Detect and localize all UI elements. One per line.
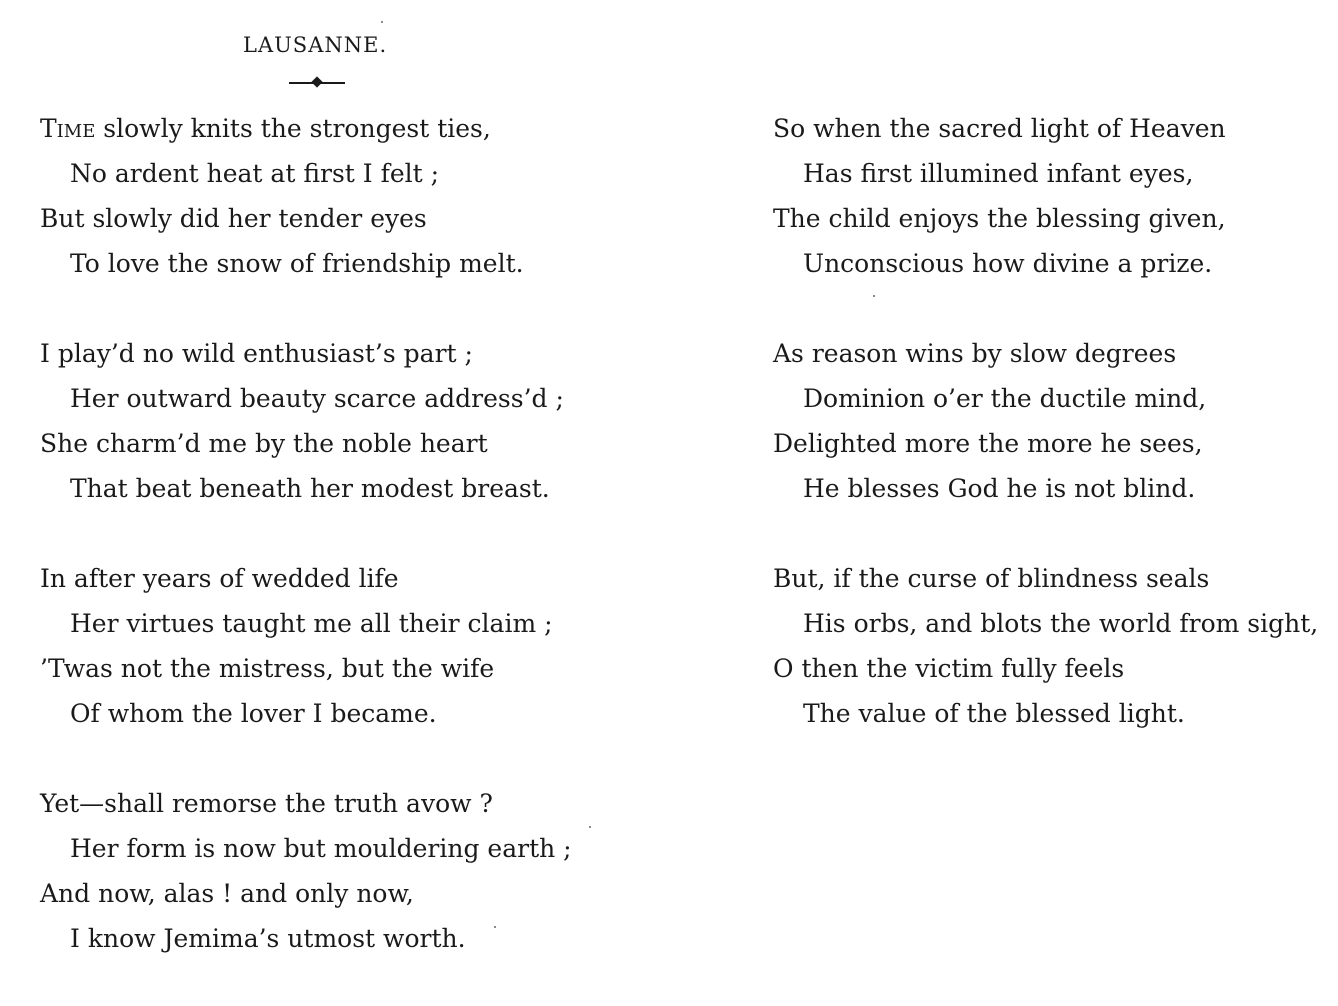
verse-line: To love the snow of friendship melt. (70, 249, 524, 278)
verse-line: The child enjoys the blessing given, (773, 204, 1226, 233)
verse-line: ’Twas not the mistress, but the wife (40, 654, 495, 683)
stanza (773, 556, 1333, 736)
verse-text: slowly knits the strongest ties, (95, 114, 491, 143)
verse-line: But, if the curse of blindness seals (773, 564, 1210, 593)
print-speck (873, 295, 875, 297)
verse-line: His orbs, and blots the world from sight, (803, 609, 1319, 638)
verse-line: Dominion o’er the ductile mind, (803, 384, 1207, 413)
verse-line: Unconscious how divine a prize. (803, 249, 1213, 278)
verse-line: Delighted more the more he sees, (773, 429, 1203, 458)
verse-line: Her outward beauty scarce address’d ; (70, 384, 564, 413)
title-ornament-divider (289, 76, 345, 88)
verse-lead-word: Time (40, 114, 96, 143)
poem-title: LAUSANNE. (243, 33, 388, 57)
verse-line: I play’d no wild enthusiast’s part ; (40, 339, 473, 368)
left-column (40, 106, 660, 1006)
stanza (40, 781, 660, 961)
verse-line (40, 106, 660, 151)
verse-line: Her form is now but mouldering earth ; (70, 834, 572, 863)
print-speck (381, 21, 383, 23)
verse-line: But slowly did her tender eyes (40, 204, 427, 233)
verse-line: And now, alas ! and only now, (40, 879, 414, 908)
verse-line: So when the sacred light of Heaven (773, 114, 1226, 143)
verse-line: No ardent heat at first I felt ; (70, 159, 440, 188)
verse-line: She charm’d me by the noble heart (40, 429, 488, 458)
verse-line: Has first illumined infant eyes, (803, 159, 1194, 188)
verse-line: O then the victim fully feels (773, 654, 1125, 683)
verse-line: He blesses God he is not blind. (803, 474, 1196, 503)
stanza (773, 106, 1333, 286)
verse-line: I know Jemima’s utmost worth. (70, 924, 466, 953)
stanza (40, 556, 660, 736)
print-speck (494, 926, 496, 928)
ornament-diamond-icon (311, 76, 322, 87)
verse-line: Her virtues taught me all their claim ; (70, 609, 553, 638)
right-column (773, 106, 1333, 781)
stanza (773, 331, 1333, 511)
stanza (40, 106, 660, 286)
verse-line: That beat beneath her modest breast. (70, 474, 550, 503)
stanza (40, 331, 660, 511)
verse-line: Yet—shall remorse the truth avow ? (40, 789, 493, 818)
verse-line: Of whom the lover I became. (70, 699, 437, 728)
verse-line: The value of the blessed light. (803, 699, 1185, 728)
verse-line: As reason wins by slow degrees (773, 339, 1177, 368)
verse-line: In after years of wedded life (40, 564, 399, 593)
print-speck (589, 826, 591, 828)
